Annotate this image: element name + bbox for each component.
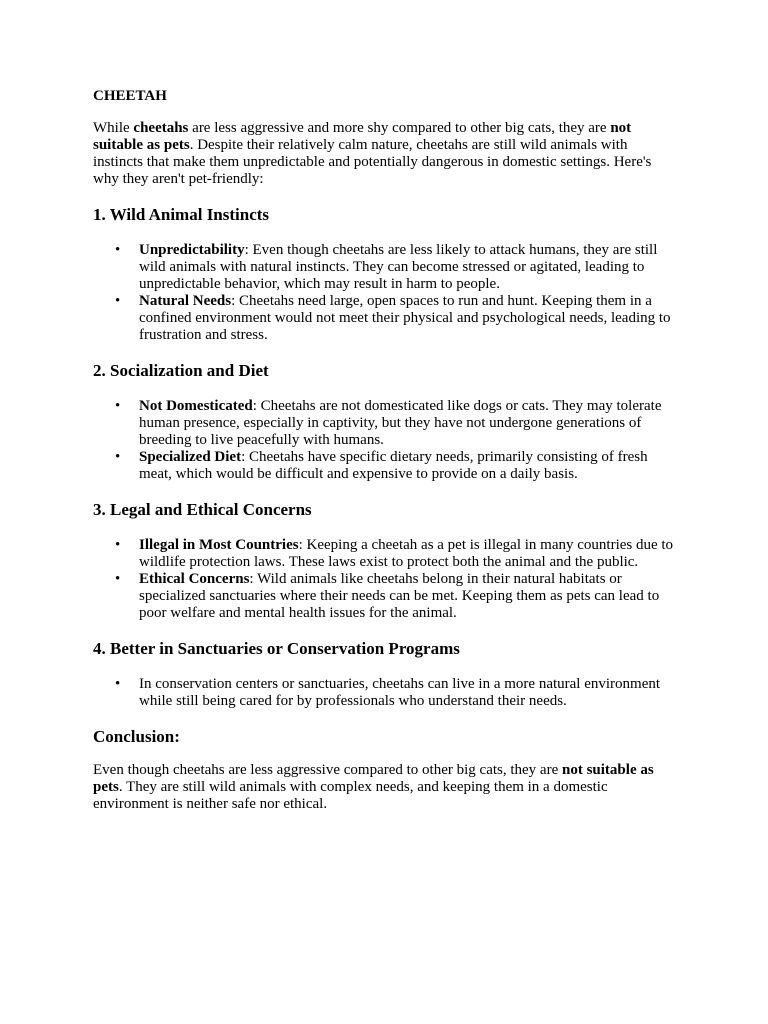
list-item-term: Not Domesticated bbox=[139, 398, 253, 414]
list-item-term: Illegal in Most Countries bbox=[139, 537, 299, 553]
list-item-text: : Cheetahs have specific dietary needs, primarily consisting of fresh meat, which would be difficult and expensive to provide on a daily basis. bbox=[139, 449, 648, 482]
list-item bbox=[139, 537, 677, 571]
list-item-text: : Wild animals like cheetahs belong in their natural habitats or specialized sanctuaries where their needs can be met. Keeping them as pets can lead to poor welfare and mental health issues for the animal. bbox=[139, 571, 660, 621]
conclusion-text-1: Even though cheetahs are less aggressive compared to other big cats, they are bbox=[93, 762, 562, 778]
bullet-list-socialization-diet bbox=[93, 398, 677, 483]
list-item-term: Ethical Concerns bbox=[139, 571, 250, 587]
intro-paragraph bbox=[93, 120, 677, 188]
list-item-text: : Cheetahs need large, open spaces to run and hunt. Keeping them in a confined environment would not meet their physical and psychological needs, leading to frustration and stress. bbox=[139, 293, 671, 343]
intro-bold-1: cheetahs bbox=[133, 120, 189, 136]
list-item-text: : Keeping a cheetah as a pet is illegal in many countries due to wildlife protection laws. These laws exist to protect both the animal and the public. bbox=[139, 537, 674, 570]
list-item-text: : Cheetahs are not domesticated like dogs or cats. They may tolerate human presence, especially in captivity, but they have not undergone generations of breeding to live peacefully with humans. bbox=[139, 398, 662, 448]
bullet-list-wild-instincts bbox=[93, 242, 677, 344]
list-item-text: : Even though cheetahs are less likely to attack humans, they are still wild animals with natural instincts. They can become stressed or agitated, leading to unpredictable behavior, which may result in harm to people. bbox=[139, 242, 658, 292]
list-item bbox=[139, 398, 677, 449]
section-heading-socialization-diet: 2. Socialization and Diet bbox=[93, 361, 269, 380]
intro-bold-2: not suitable as pets bbox=[93, 120, 632, 153]
list-item-term: Specialized Diet bbox=[139, 449, 242, 465]
conclusion-text-2: . They are still wild animals with complex needs, and keeping them in a domestic environment is neither safe nor ethical. bbox=[93, 779, 608, 812]
intro-text-3: . Despite their relatively calm nature, cheetahs are still wild animals with instincts that make them unpredictable and potentially dangerous in domestic settings. Here's why they aren't pet-friendly: bbox=[93, 137, 652, 187]
document-title: CHEETAH bbox=[93, 88, 167, 104]
conclusion-paragraph bbox=[93, 762, 677, 813]
intro-text-1: While bbox=[93, 120, 134, 136]
list-item-term: Unpredictability bbox=[139, 242, 245, 258]
list-item-term: Natural Needs bbox=[139, 293, 232, 309]
section-heading-legal-ethical: 3. Legal and Ethical Concerns bbox=[93, 500, 312, 519]
conclusion-heading: Conclusion: bbox=[93, 727, 180, 746]
list-item bbox=[139, 449, 677, 483]
section-heading-wild-instincts: 1. Wild Animal Instincts bbox=[93, 205, 270, 224]
list-item bbox=[139, 242, 677, 293]
section-heading-sanctuaries: 4. Better in Sanctuaries or Conservation Programs bbox=[93, 639, 460, 658]
document-body bbox=[93, 86, 677, 813]
list-item bbox=[139, 293, 677, 344]
bullet-list-sanctuaries bbox=[93, 676, 677, 710]
bullet-list-legal-ethical bbox=[93, 537, 677, 622]
intro-text-2: are less aggressive and more shy compared to other big cats, they are bbox=[188, 120, 611, 136]
list-item bbox=[139, 676, 677, 710]
list-item-text: In conservation centers or sanctuaries, cheetahs can live in a more natural environment while still being cared for by professionals who understand their needs. bbox=[139, 676, 661, 709]
conclusion-bold-1: not suitable as pets bbox=[93, 762, 654, 795]
list-item bbox=[139, 571, 677, 622]
